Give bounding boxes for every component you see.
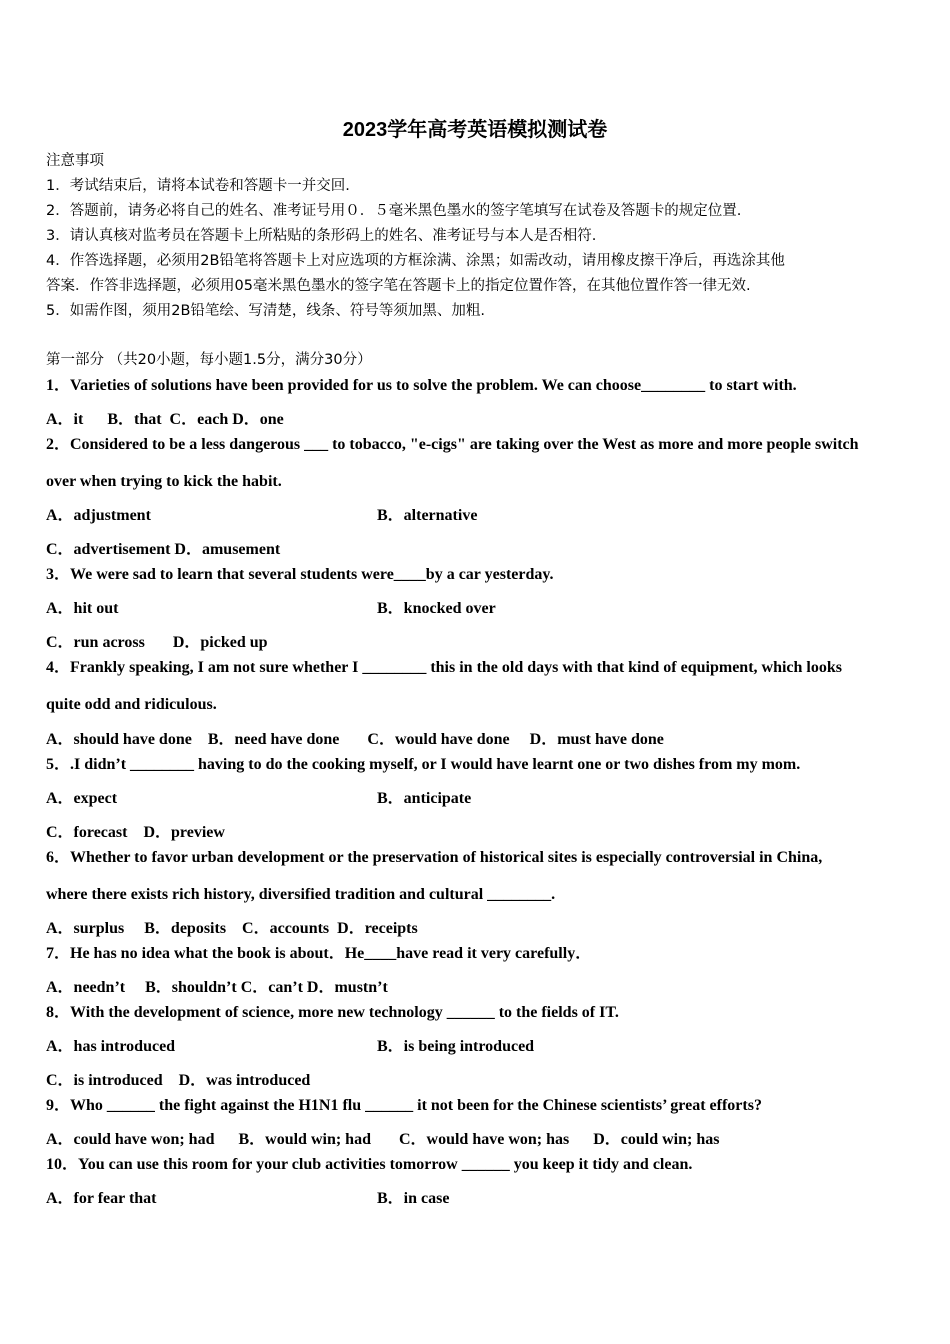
question-4-stem-cont: quite odd and ridiculous. <box>46 696 217 713</box>
section-heading: 第一部分 （共20小题，每小题1.5分，满分30分） <box>46 352 372 368</box>
notice-item: 1．考试结束后，请将本试卷和答题卡一并交回. <box>46 178 350 194</box>
question-2-stem: 2．Considered to be a less dangerous ___ to tobacco, "e-cigs" are taking over the West as more and more people switch <box>46 436 859 453</box>
question-6-stem: 6．Whether to favor urban development or the preservation of historical sites is especially controversial in China, <box>46 849 823 866</box>
question-2-options-cd: C．advertisement D．amusement <box>46 541 281 558</box>
question-8-stem: 8．With the development of science, more new technology ______ to the fields of IT. <box>46 1004 619 1021</box>
question-8-option-a: A．has introduced <box>46 1038 176 1055</box>
question-10-option-a: A．for fear that <box>46 1190 157 1207</box>
question-5-option-b: B．anticipate <box>377 790 472 807</box>
notice-item: 2．答题前，请务必将自己的姓名、准考证号用０．５毫米黑色墨水的签字笔填写在试卷及答题卡的规定位置. <box>46 203 742 219</box>
question-5-options-cd: C．forecast D．preview <box>46 824 225 841</box>
question-2-option-a: A．adjustment <box>46 507 151 524</box>
notice-item: 5．如需作图，须用2B铅笔绘、写清楚，线条、符号等须加黑、加粗. <box>46 303 486 319</box>
notice-item: 答案．作答非选择题，必须用05毫米黑色墨水的签字笔在答题卡上的指定位置作答，在其他位置作答一律无效. <box>46 278 751 294</box>
question-7-stem: 7．He has no idea what the book is about．He____have read it very carefully． <box>46 945 592 962</box>
notice-heading: 注意事项 <box>46 153 104 169</box>
question-1-stem: 1．Varieties of solutions have been provided for us to solve the problem. We can choose________ to start with. <box>46 377 797 394</box>
question-1-options: A．it B．that C．each D．one <box>46 411 284 428</box>
question-7-options: A．needn’t B．shouldn’t C．can’t D．mustn’t <box>46 979 388 996</box>
question-2-stem-cont: over when trying to kick the habit. <box>46 473 282 490</box>
question-3-option-b: B．knocked over <box>377 600 496 617</box>
question-4-stem: 4．Frankly speaking, I am not sure whether I ________ this in the old days with that kind of equipment, which looks <box>46 659 842 676</box>
question-2-option-b: B．alternative <box>377 507 478 524</box>
question-6-options: A．surplus B．deposits C．accounts D．receipts <box>46 920 418 937</box>
question-9-stem: 9．Who ______ the fight against the H1N1 flu ______ it not been for the Chinese scientists’ great efforts? <box>46 1097 762 1114</box>
question-4-options: A．should have done B．need have done C．would have done D．must have done <box>46 731 664 748</box>
question-9-options: A．could have won; had B．would win; had C．would have won; has D．could win; has <box>46 1131 720 1148</box>
question-10-stem: 10．You can use this room for your club activities tomorrow ______ you keep it tidy and clean. <box>46 1156 693 1173</box>
question-3-options-cd: C．run across D．picked up <box>46 634 268 651</box>
exam-title: 2023学年高考英语模拟测试卷 <box>342 119 608 141</box>
notice-item: 4．作答选择题，必须用2B铅笔将答题卡上对应选项的方框涂满、涂黑；如需改动，请用橡皮擦干净后，再选涂其他 <box>46 253 785 269</box>
question-5-stem: 5．.I didn’t ________ having to do the cooking myself, or I would have learnt one or two dishes from my mom. <box>46 756 801 773</box>
question-10-option-b: B．in case <box>377 1190 450 1207</box>
notice-item: 3．请认真核对监考员在答题卡上所粘贴的条形码上的姓名、准考证号与本人是否相符. <box>46 228 597 244</box>
question-5-option-a: A．expect <box>46 790 118 807</box>
question-8-option-b: B．is being introduced <box>377 1038 535 1055</box>
question-8-options-cd: C．is introduced D．was introduced <box>46 1072 311 1089</box>
question-3-stem: 3．We were sad to learn that several students were____by a car yesterday. <box>46 566 554 583</box>
question-6-stem-cont: where there exists rich history, diversified tradition and cultural ________. <box>46 886 556 903</box>
question-3-option-a: A．hit out <box>46 600 119 617</box>
